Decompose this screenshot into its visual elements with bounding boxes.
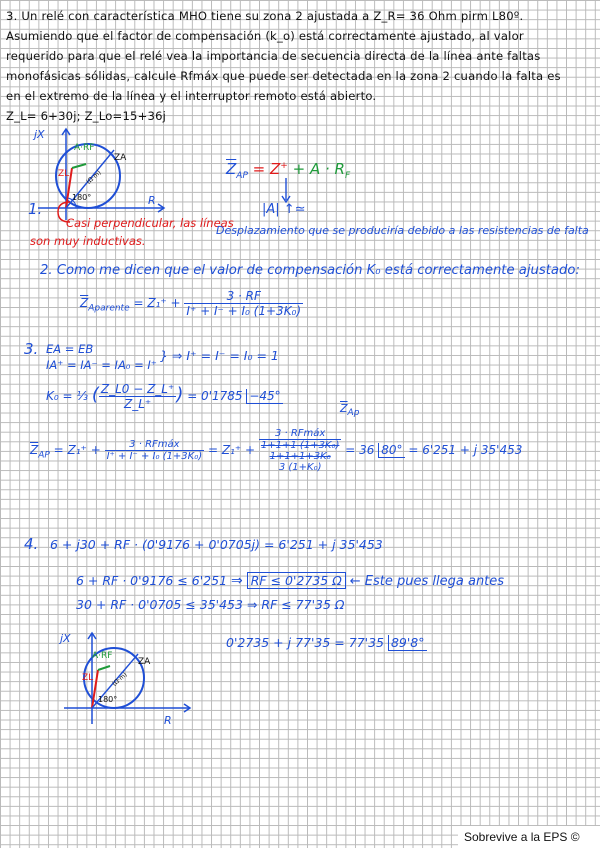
problem-line: Asumiendo que el factor de compensación (k_o) está correctamente ajustado, al valor <box>6 29 524 43</box>
problem-line: monofásicas sólidas, calcule Rfmáx que puede ser detectada en la zona 2 cuando la falta es <box>6 69 561 83</box>
final-text: 0'2735 + j 77'35 = 77'35 <box>226 635 384 650</box>
section-3-line-a: EA = EB <box>46 342 94 356</box>
long-eq1: = Z₁⁺ + <box>53 443 101 457</box>
zap-green-sub: F <box>344 171 351 181</box>
k0-fraction <box>99 382 176 411</box>
z-aparente-sub: Aparente <box>88 303 130 314</box>
section-4-ineq1: 6 + RF · 0'9176 ≤ 6'251 ⇒ RF ≤ 0'2735 Ω ← Este pues llega antes <box>76 573 505 589</box>
long-lhs: $\overline{Z}$ <box>30 443 39 457</box>
zap-sub: AP <box>236 171 248 181</box>
long-eq3: = <box>345 443 356 457</box>
zl-label: ZL <box>82 673 94 683</box>
long-num1: 3 · RFmáx <box>105 439 205 451</box>
long-eq2: = Z₁⁺ + <box>207 443 256 457</box>
final-angle: 89'8° <box>388 635 427 651</box>
k0-den: Z_L⁺ <box>123 397 152 411</box>
fraction-num: 3 · RF <box>184 289 303 304</box>
section-4-final <box>226 635 427 650</box>
angle-label: 180° <box>98 695 118 704</box>
ineq2-result: ⇒ RF ≤ 77'35 Ω <box>246 597 345 612</box>
zap-green-term: + A · R <box>292 160 345 178</box>
fraction-den: I⁺ + I⁻ + I₀ (1+3K₀) <box>186 304 302 318</box>
arf-line <box>72 164 86 168</box>
section-1-number: 1. <box>28 200 43 218</box>
k0-lhs: K₀ = ⅓ <box>46 389 88 403</box>
za-label: ZA <box>138 657 151 667</box>
ineq1-result-box: RF ≤ 0'2735 Ω <box>247 572 346 589</box>
long-num2: 3 · RFmáx <box>259 428 342 440</box>
long-fraction-1 <box>105 439 205 462</box>
problem-line: Z_L= 6+30j; Z_Lo=15+36j <box>6 109 167 123</box>
long-fraction-2 <box>259 428 342 473</box>
displacement-note: Desplazamiento que se produciría debido a las resistencias de falta <box>216 224 589 237</box>
zap-plus: + <box>280 161 288 171</box>
problem-line: en el extremo de la línea y el interruptor remoto está abierto. <box>6 89 377 103</box>
section-3-line-b: IA⁺ = IA⁻ = IA₀ = I⁺ <box>46 358 157 372</box>
problem-statement <box>6 6 594 126</box>
long-zr: 36 <box>359 443 375 457</box>
x-axis-label: jX <box>60 632 71 645</box>
inner-label: (Ω·m) <box>111 671 129 688</box>
red-note-1: Casi perpendicular, las líneas <box>66 216 234 230</box>
zap-symbol: $\overline{Z}$ <box>226 160 237 178</box>
r-axis-label: R <box>164 714 172 727</box>
zap-top-sub: Ap <box>347 408 360 419</box>
section-4-main-eq: 6 + j30 + RF · (0'9176 + 0'0705j) = 6'251 + j 35'453 <box>50 537 383 552</box>
inner-label: (Ω·m) <box>85 169 103 186</box>
angle-label: 180° <box>72 193 92 202</box>
red-note-2: son muy inductivas. <box>30 234 146 248</box>
eq-mid: = Z₁⁺ + <box>133 296 181 310</box>
k0-num: Z_L0 − Z_L⁺ <box>100 382 175 396</box>
x-axis-label: jX <box>34 128 45 141</box>
long-result: = 6'251 + j 35'453 <box>408 443 523 457</box>
z-aparente: $\overline{Z}$ <box>80 296 89 310</box>
mho-diagram-1 <box>28 124 178 226</box>
section-4-ineq2 <box>76 597 344 612</box>
section-2-formula <box>80 289 303 318</box>
za-label: ZA <box>114 153 127 163</box>
long-equation <box>30 428 522 473</box>
ineq1-note: ← Este pues llega antes <box>349 574 505 589</box>
problem-line: 3. Un relé con característica MHO tiene su zona 2 ajustada a Z_R= 36 Ohm pirm L80º. <box>6 9 524 23</box>
r-axis-label: R <box>148 194 156 207</box>
long-angle: 80° <box>378 443 404 458</box>
ineq2-text: 30 + RF · 0'0705 ≤ 35'453 <box>76 597 243 612</box>
zl-label: ZL <box>58 169 70 179</box>
a-magnitude: |A| ↑≃ <box>262 202 306 217</box>
long-den2b: 1+1+1+3K₀ <box>269 451 331 462</box>
zap-top: $\overline{Z}$ <box>340 402 348 415</box>
zap-top-label <box>340 402 359 418</box>
footer-watermark: Sobrevive a la EPS © <box>458 826 600 848</box>
long-den2c: 3 (1+K₀) <box>278 462 322 473</box>
fraction-rf <box>184 289 303 318</box>
mho-diagram-2 <box>54 628 204 730</box>
problem-line: requerido para que el relé vea la importancia de secuencia directa de la línea ante faltas <box>6 49 541 63</box>
arf-line <box>98 666 110 670</box>
section-4-number: 4. <box>24 535 39 553</box>
zap-eq: = Z <box>252 160 281 178</box>
long-lhs-sub: AP <box>38 450 50 461</box>
section-2-heading: 2. Como me dicen que el valor de compensación K₀ está correctamente ajustado: <box>40 263 580 278</box>
section-3-number: 3. <box>24 340 39 358</box>
arf-label: A·RF <box>74 143 95 153</box>
arf-label: A·RF <box>92 651 113 661</box>
section-3-line-c: } ⇒ I⁺ = I⁻ = I₀ = 1 <box>160 348 279 363</box>
ineq1-text: 6 + RF · 0'9176 ≤ 6'251 <box>76 573 228 588</box>
long-den1: I⁺ + I⁻ + I₀ (1+3K₀) <box>106 451 203 462</box>
k0-angle: −45° <box>246 389 282 404</box>
long-den2a: 1+1+1 (1+3K₀) <box>260 440 340 451</box>
k0-value: = 0'1785 <box>187 389 243 403</box>
k0-formula: K₀ = ⅓ ( $\frac{Z\_L0 - Z\_L^+}{Z\_L^+}$ ) = 0'1785 −45° <box>46 382 281 411</box>
